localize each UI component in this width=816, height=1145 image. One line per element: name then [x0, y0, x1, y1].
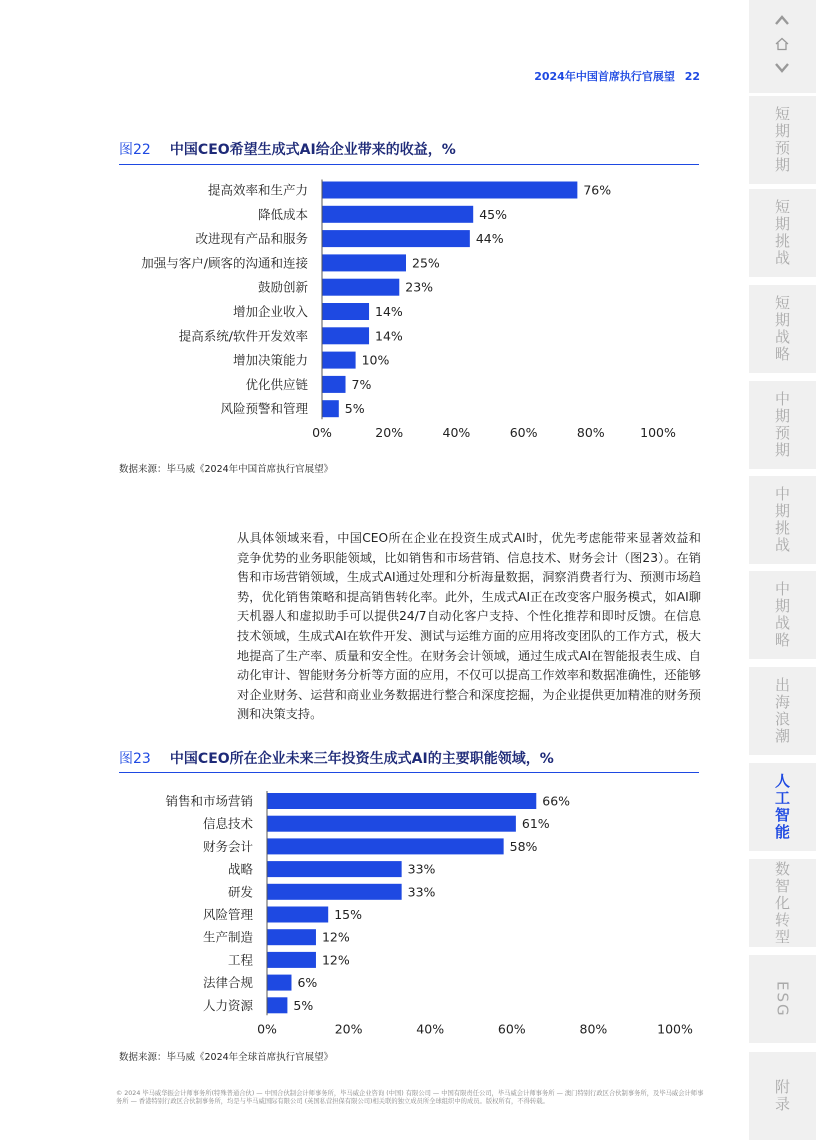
- nav-tab-label: 中期预期: [773, 391, 791, 459]
- figure23-title-text: 中国CEO所在企业未来三年投资生成式AI的主要职能领域，%: [169, 751, 554, 767]
- category-label: 增加决策能力: [232, 352, 308, 368]
- category-label: 增加企业收入: [232, 304, 308, 319]
- bar: [267, 861, 402, 877]
- bar: [322, 376, 346, 393]
- figure23-title: [119, 748, 699, 772]
- bar: [322, 230, 470, 247]
- category-label: 法律合规: [202, 975, 253, 991]
- figure23-rule: [119, 772, 699, 773]
- bar: [267, 975, 291, 991]
- nav-tab-1[interactable]: [749, 189, 816, 277]
- bar: [322, 327, 369, 344]
- x-tick-label: 20%: [334, 1021, 363, 1037]
- category-label: 加强与客户/顾客的沟通和连接: [141, 255, 308, 271]
- value-label: 14%: [375, 304, 403, 319]
- bar: [322, 303, 369, 320]
- nav-tab-9[interactable]: [749, 955, 816, 1043]
- category-label: 鼓励创新: [257, 279, 308, 295]
- value-label: 6%: [297, 975, 318, 991]
- value-label: 33%: [407, 861, 436, 877]
- category-label: 改进现有产品和服务: [195, 231, 308, 247]
- category-label: 研发: [227, 884, 253, 900]
- category-label: 提高系统/软件开发效率: [178, 328, 308, 344]
- x-tick-label: 80%: [576, 425, 605, 441]
- nav-tab-4[interactable]: [749, 476, 816, 564]
- x-tick-label: 40%: [416, 1021, 445, 1037]
- x-tick-label: 100%: [657, 1021, 693, 1037]
- figure23-source: 数据来源：毕马威《2024年全球首席执行官展望》: [119, 1052, 334, 1063]
- bar: [267, 838, 504, 854]
- value-label: 12%: [321, 952, 350, 968]
- nav-tab-5[interactable]: [749, 571, 816, 659]
- nav-controls: [749, 0, 816, 93]
- nav-tab-3[interactable]: [749, 381, 816, 469]
- chevron-up-icon[interactable]: [768, 10, 796, 32]
- bar: [267, 907, 328, 923]
- value-label: 61%: [521, 816, 550, 832]
- bar: [322, 279, 399, 296]
- category-label: 风险管理: [202, 907, 253, 922]
- nav-tab-label: 中期战略: [773, 581, 791, 649]
- x-tick-label: 60%: [509, 425, 538, 441]
- nav-tab-7[interactable]: [749, 763, 816, 851]
- value-label: 5%: [293, 997, 314, 1013]
- nav-tab-8[interactable]: [749, 859, 816, 947]
- bar: [322, 206, 473, 223]
- bar: [322, 400, 339, 417]
- category-label: 信息技术: [202, 816, 253, 832]
- section-sidebar: [749, 0, 816, 1145]
- value-label: 23%: [405, 279, 434, 295]
- figure22-title-text: 中国CEO希望生成式AI给企业带来的收益，%: [169, 142, 456, 158]
- nav-tab-label: ESG: [773, 980, 792, 1018]
- value-label: 10%: [361, 352, 390, 368]
- figure22-source: 数据来源：毕马威《2024年中国首席执行官展望》: [119, 464, 334, 475]
- bar: [267, 816, 516, 832]
- x-tick-label: 0%: [312, 425, 332, 441]
- nav-tab-6[interactable]: [749, 667, 816, 755]
- chevron-down-icon[interactable]: [768, 58, 796, 80]
- bar: [322, 352, 356, 369]
- category-label: 优化供应链: [245, 376, 308, 392]
- value-label: 7%: [351, 376, 372, 392]
- value-label: 25%: [412, 255, 440, 271]
- bar: [267, 793, 536, 809]
- nav-tab-0[interactable]: [749, 96, 816, 184]
- nav-tab-label: 短期战略: [773, 295, 791, 363]
- nav-tab-label: 附录: [773, 1079, 791, 1113]
- figure22-rule: [119, 164, 699, 165]
- value-label: 33%: [407, 884, 436, 900]
- figure23-number: 图23: [119, 751, 151, 767]
- category-label: 降低成本: [257, 206, 308, 222]
- value-label: 45%: [479, 206, 507, 222]
- x-tick-label: 40%: [442, 425, 471, 441]
- category-label: 工程: [227, 952, 253, 968]
- x-tick-label: 80%: [579, 1021, 608, 1037]
- nav-tab-10[interactable]: [749, 1052, 816, 1140]
- nav-tab-label: 短期挑战: [773, 199, 791, 267]
- nav-tab-label: 短期预期: [773, 106, 791, 174]
- report-title: 2024年中国首席执行官展望: [534, 70, 675, 83]
- x-tick-label: 60%: [497, 1021, 526, 1037]
- category-label: 风险预警和管理: [220, 401, 308, 417]
- figure22-chart: [0, 170, 740, 460]
- bar: [267, 952, 316, 968]
- value-label: 76%: [583, 182, 612, 198]
- nav-tab-label: 数智化转型: [773, 860, 791, 946]
- value-label: 58%: [509, 838, 538, 854]
- category-label: 财务会计: [202, 838, 253, 854]
- value-label: 5%: [344, 401, 365, 417]
- category-label: 提高效率和生产力: [207, 182, 308, 198]
- bar: [322, 182, 577, 199]
- figure22-number: 图22: [119, 142, 151, 158]
- nav-tab-label: 人工智能: [773, 773, 791, 841]
- page-header: [520, 68, 700, 84]
- bar: [267, 884, 402, 900]
- body-paragraph: 从具体领域来看，中国CEO所在企业在投资生成式AI时，优先考虑能带来显著效益和竞争优势的业务职能领域，比如销售和市场营销、信息技术、财务会计（图23）。在销售和市场营销领域，生成式AI通过处理和分析海量数据，洞察消费者行为、预测市场趋势，优化销售策略和提高销售转化率。此外，生成式AI正在改变客户服务模式，如AI聊天机器人和虚拟助手可以提供24/7自动化客户支持、个性化推荐和即时反馈。在信息技术领域，生成式AI在软件开发、测试与运维方面的应用将改变团队的工作方式，极大地提高了生产率、质量和安全性。在财务会计领域，通过生成式AI在智能报表生成、自动化审计、智能财务分析等方面的应用，不仅可以提高工作效率和数据准确性，还能够对企业财务、运营和商业业务数据进行整合和深度挖掘，为企业提供更加精准的财务预测和决策支持。: [237, 531, 701, 722]
- value-label: 15%: [334, 907, 362, 922]
- category-label: 人力资源: [202, 997, 253, 1013]
- bar: [267, 997, 287, 1013]
- x-tick-label: 20%: [375, 425, 404, 441]
- value-label: 66%: [542, 793, 571, 809]
- nav-tab-label: 出海浪潮: [773, 677, 791, 745]
- x-tick-label: 0%: [257, 1021, 277, 1037]
- figure23-chart: [0, 780, 740, 1048]
- nav-tab-2[interactable]: [749, 285, 816, 373]
- category-label: 生产制造: [202, 929, 253, 945]
- bar: [322, 254, 406, 271]
- x-tick-label: 100%: [640, 425, 676, 441]
- category-label: 销售和市场营销: [165, 793, 253, 809]
- nav-tab-label: 中期挑战: [773, 486, 791, 554]
- copyright-footer: © 2024 毕马威华振会计师事务所(特殊普通合伙) — 中国合伙制会计师事务所，毕马威企业咨询 (中国) 有限公司 — 中国有限责任公司，毕马威会计师事务所 — 澳门特别行政区合伙制事务所，及毕马威会计师事务所 — 香港特别行政区合伙制事务所，均是与毕马威国际有限公司 (英国私营担保有限公司)相关联的独立成员所全球组织中的成员。版权所有，不得转载。: [116, 1090, 704, 1105]
- page-number: 22: [684, 70, 700, 83]
- value-label: 44%: [475, 231, 504, 247]
- category-label: 战略: [227, 861, 253, 877]
- value-label: 12%: [321, 929, 350, 945]
- figure22-title: [119, 139, 699, 163]
- bar: [267, 929, 316, 945]
- home-icon[interactable]: [768, 35, 796, 57]
- value-label: 14%: [375, 328, 403, 344]
